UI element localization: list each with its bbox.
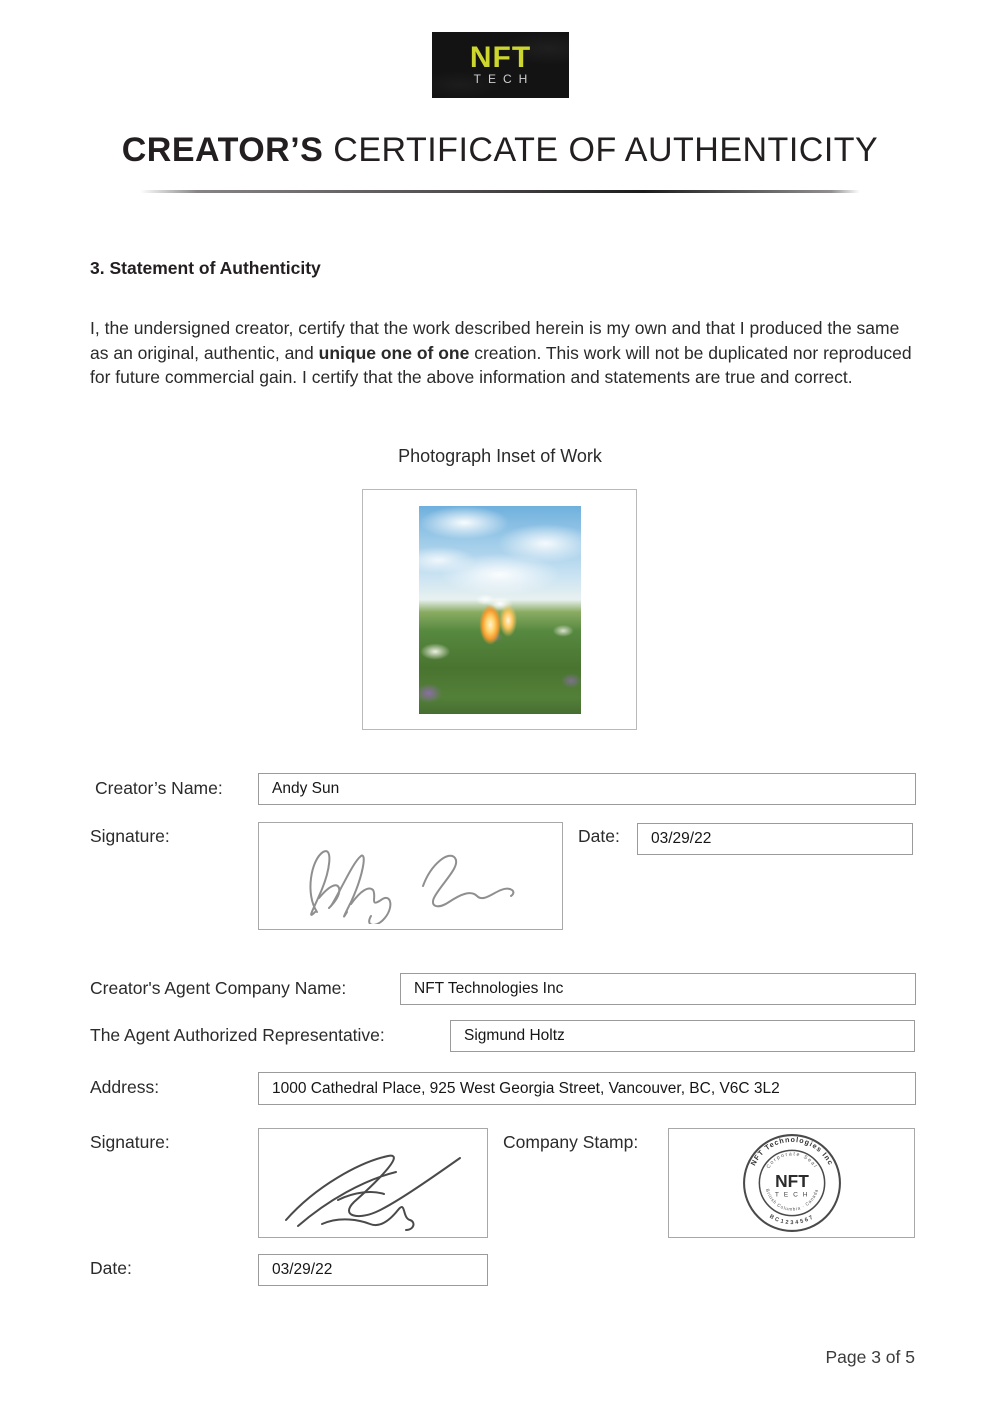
date2-field[interactable] [258,1254,488,1286]
corporate-seal [741,1132,843,1234]
creator-name-label: Creator’s Name: [95,778,223,798]
agent-rep-field[interactable] [450,1020,915,1052]
logo-tech-text: TECH [473,72,535,86]
creator-name-value: Andy Sun [272,780,340,797]
date2-label: Date: [90,1258,132,1278]
page-title [0,131,1000,170]
date-label: Date: [578,826,620,846]
date-field[interactable] [637,823,913,855]
agent-company-field[interactable] [400,973,916,1005]
company-stamp-field [668,1128,915,1238]
photo-caption: Photograph Inset of Work [398,446,602,466]
seal-inner-bottom-text: British Columbia · Canada [764,1188,819,1212]
seal-center-nft: NFT [774,1171,809,1192]
address-value: 1000 Cathedral Place, 925 West Georgia Street, Vancouver, BC, V6C 3L2 [272,1079,780,1097]
statement-paragraph [90,316,918,390]
photo-frame [362,489,637,730]
agent-company-value: NFT Technologies Inc [414,980,564,997]
agent-rep-label: The Agent Authorized Representative: [90,1025,385,1045]
date-value: 03/29/22 [651,830,712,847]
address-label: Address: [90,1077,160,1097]
page-title-bold: CREATOR’S [121,131,324,169]
signature2-label: Signature: [90,1132,170,1152]
seal-outer-top-text: NFT Technologies Inc [748,1135,835,1168]
nft-tech-logo [432,32,569,98]
title-divider [140,190,860,193]
signature-label: Signature: [90,826,170,846]
company-stamp-label: Company Stamp: [503,1132,639,1152]
creator-name-field[interactable] [258,773,916,805]
logo-nft-text: NFT [469,41,532,74]
seal-center-tech: T E C H [774,1191,809,1199]
creator-signature-scribble [271,828,551,924]
seal-inner-top-text: Corporate Seal [765,1151,818,1170]
agent-company-label: Creator's Agent Company Name: [90,978,347,998]
statement-bold: unique one of one [318,342,470,363]
agent-signature-scribble [268,1134,478,1232]
agent-rep-value: Sigmund Holtz [464,1027,565,1044]
address-field[interactable] [258,1072,916,1105]
svg-text:Corporate Seal [765,1151,818,1170]
statement-part2: creation. This work will not be duplicated nor reproduced for future commercial gain. I certify that the above information and statements are true and correct. [90,342,912,387]
page-title-rest: CERTIFICATE OF AUTHENTICITY [323,131,879,169]
statement-part1: I, the undersigned creator, certify that the work described herein is my own and that I produced the same as an original, authentic, and [90,318,900,363]
page-number: Page 3 of 5 [825,1347,915,1367]
date2-value: 03/29/22 [272,1261,333,1278]
agent-signature-field[interactable] [258,1128,488,1238]
statement-heading: 3. Statement of Authenticity [90,258,321,278]
artwork-photo [419,506,581,714]
creator-signature-field[interactable] [258,822,563,930]
seal-outer-bottom-text: BC1234567 [767,1213,816,1227]
